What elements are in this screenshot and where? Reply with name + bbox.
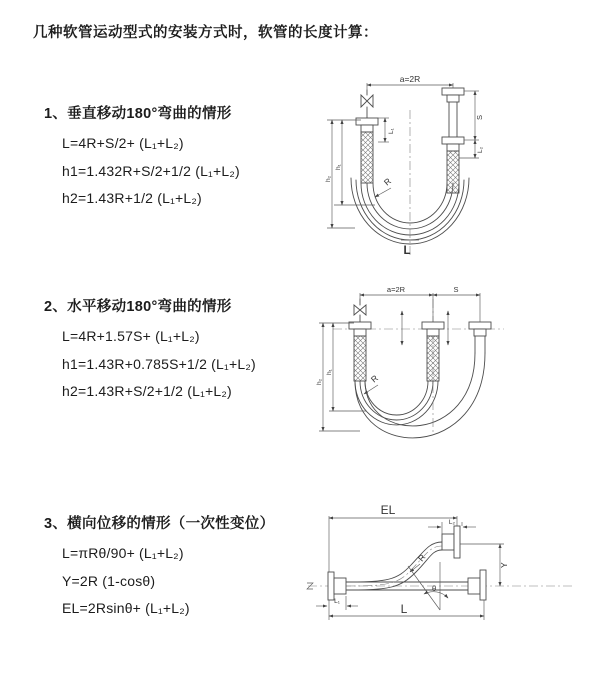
dim-label-h2: h₂ xyxy=(325,175,332,182)
formula-line: EL=2Rsinθ+ (L₁+L₂) xyxy=(62,600,190,616)
straight-position-pipe xyxy=(346,570,486,600)
dim-label-a2r: a=2R xyxy=(399,74,421,84)
dimension-a2r xyxy=(360,285,480,322)
section-2-formulas xyxy=(44,323,324,406)
length-label: L xyxy=(403,245,411,257)
dim-label-l1: L₁ xyxy=(334,598,340,605)
flange-hub xyxy=(447,144,459,151)
flange-plate xyxy=(328,572,334,600)
flange-hub xyxy=(474,329,486,336)
dimension-l xyxy=(329,600,484,620)
diagram-vertical-bend xyxy=(313,70,588,262)
flange-hub xyxy=(334,578,346,594)
dim-label-l2: L₂ xyxy=(448,519,456,526)
left-flange xyxy=(328,572,346,600)
displaced-hose xyxy=(346,542,442,590)
radius-label: R xyxy=(381,175,393,188)
formula-line: h1=1.432R+S/2+1/2 (L₁+L₂) xyxy=(62,162,240,179)
braided-hose xyxy=(427,336,439,381)
flange xyxy=(422,322,444,329)
valve-icon xyxy=(361,95,373,107)
formula-line: h1=1.43R+0.785S+1/2 (L₁+L₂) xyxy=(62,355,256,372)
right-leg xyxy=(442,88,464,193)
braided-hose xyxy=(361,132,373,183)
left-leg xyxy=(356,90,378,183)
braided-hose xyxy=(447,151,459,193)
section-3-formulas xyxy=(44,540,324,623)
radius-callout xyxy=(375,176,393,197)
braided-hose xyxy=(354,336,366,381)
flange xyxy=(356,118,378,125)
radius-label: R xyxy=(415,552,428,564)
formula-line: Y=2R (1-cosθ) xyxy=(62,572,156,589)
middle-leg xyxy=(422,322,444,381)
formula-line: L=4R+S/2+ (L₁+L₂) xyxy=(62,135,184,151)
section-lateral-displacement xyxy=(44,512,324,623)
dimension-l1 xyxy=(316,596,358,610)
section-1-heading: 1、垂直移动180°弯曲的情形 xyxy=(44,106,232,122)
dimension-a2r xyxy=(367,74,453,90)
dimension-s xyxy=(464,91,484,140)
dim-label-l: L xyxy=(400,602,408,616)
formula-line: h2=1.43R+1/2 (L₁+L₂) xyxy=(62,190,202,206)
valve-icon xyxy=(354,305,366,315)
formula-line: h2=1.43R+S/2+1/2 (L₁+L₂) xyxy=(62,383,232,399)
dimension-l2 xyxy=(428,519,476,534)
flange-plate xyxy=(454,526,460,558)
flange xyxy=(469,322,491,329)
flange-upper xyxy=(442,88,464,95)
u-bend-hose-positions xyxy=(355,353,485,438)
flange-plate xyxy=(480,570,486,600)
radius-label: R xyxy=(368,372,380,385)
section-horizontal-movement xyxy=(44,295,324,406)
flange-hub xyxy=(468,578,480,594)
diagram-lateral-displacement xyxy=(300,498,600,656)
section-2-heading: 2、水平移动180°弯曲的情形 xyxy=(44,299,232,315)
formula-line: L=πRθ/90+ (L₁+L₂) xyxy=(62,545,184,561)
flange-hub xyxy=(447,95,459,102)
dim-label-h1: h₁ xyxy=(326,369,333,375)
dim-label-a2r: a=2R xyxy=(386,285,406,294)
section-1-formulas xyxy=(44,130,324,213)
formula-line: L=4R+1.57S+ (L₁+L₂) xyxy=(62,328,200,344)
flange-hub xyxy=(361,125,373,132)
left-leg xyxy=(349,299,371,381)
upper-flange xyxy=(442,526,460,558)
dimension-el xyxy=(329,503,457,572)
theta-label: θ xyxy=(432,584,437,593)
dimension-l1 xyxy=(378,118,395,142)
dim-label-s: S xyxy=(475,114,484,120)
dim-label-el: EL xyxy=(380,503,396,517)
flange-hub xyxy=(354,329,366,336)
page-title: 几种软管运动型式的安装方式时，软管的长度计算： xyxy=(33,25,378,41)
dim-label-h1: h₁ xyxy=(335,164,342,170)
right-leg-moved xyxy=(469,322,491,353)
section-3-heading: 3、横向位移的情形（一次性变位） xyxy=(44,516,275,532)
flange-hub xyxy=(427,329,439,336)
dim-label-s: S xyxy=(453,285,459,294)
dim-label-y: Y xyxy=(499,562,509,568)
dim-label-h2: h₂ xyxy=(316,378,323,385)
flange-lower xyxy=(442,137,464,144)
section-vertical-movement xyxy=(44,102,324,213)
diagram-horizontal-bend xyxy=(308,283,553,455)
dim-label-l2: L₂ xyxy=(477,146,484,153)
dim-label-l1: L₁ xyxy=(388,128,395,134)
flange-hub xyxy=(442,534,454,550)
